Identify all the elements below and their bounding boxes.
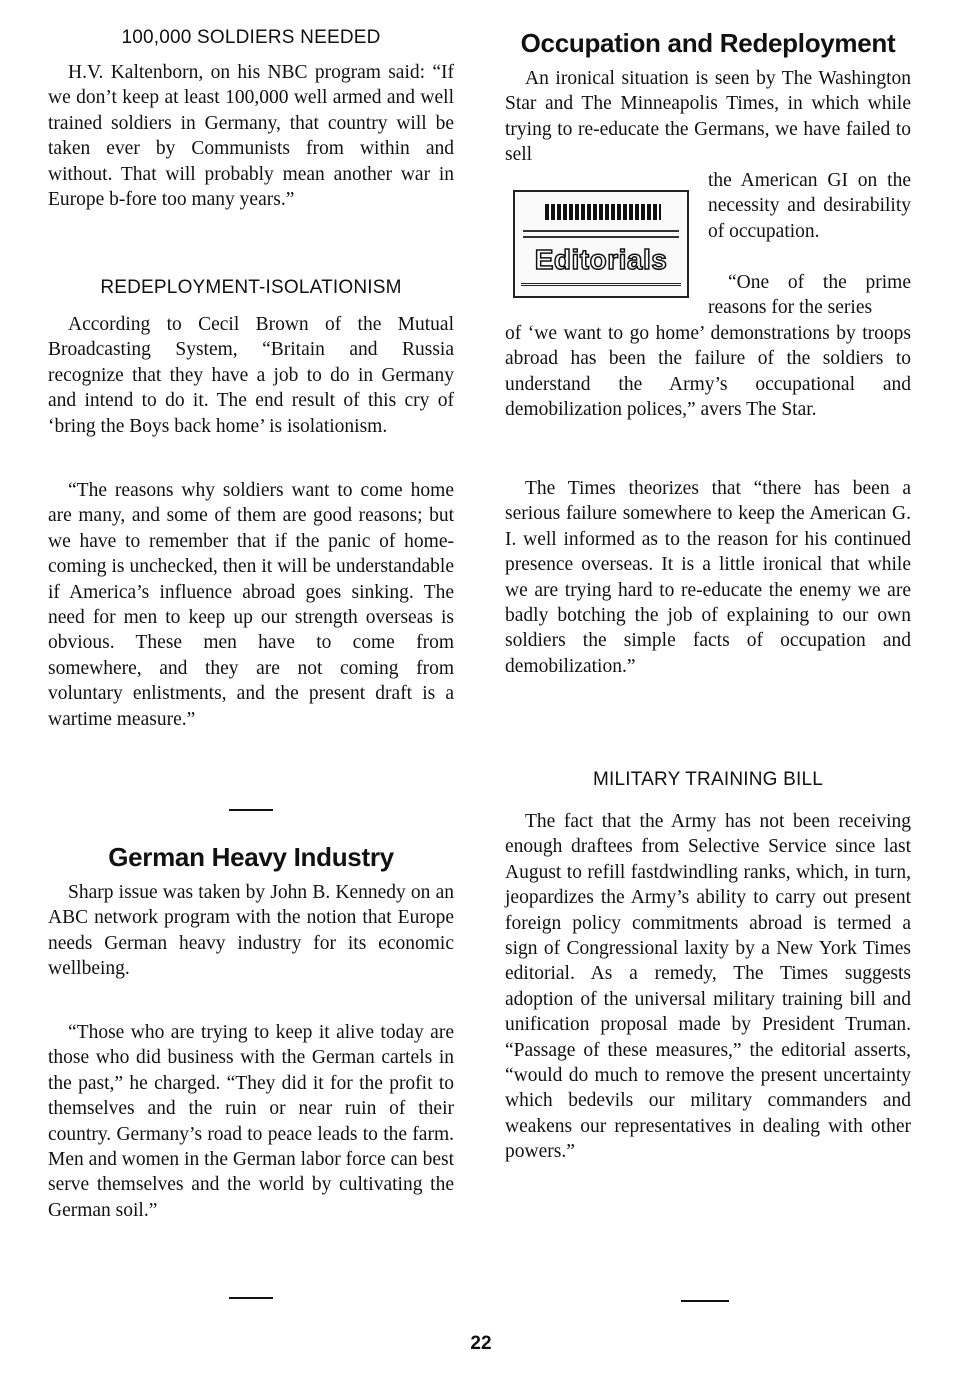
logo-rule (523, 230, 679, 232)
section-divider (229, 809, 273, 811)
soldiers-needed-kicker: 100,000 SOLDIERS NEEDED (121, 27, 381, 48)
german-industry-paragraph-2: “Those who are trying to keep it alive today are those who did business with the German cartels in the past,” he charged. “They did it for the profit to themselves and the ruin or near ruin of their country. Germany’s road to peace leads to the farm. Men and women in the German labor force can best serve themselves and the world by cultivating the German soil.” (48, 1022, 454, 1221)
training-bill-kicker: MILITARY TRAINING BILL (592, 769, 823, 790)
logo-banner (545, 204, 661, 220)
redeployment-paragraph-1: According to Cecil Brown of the Mutual Broadcasting System, “Britain and Russia recognize that they have a job to do in Germany and intend to do it. The end result of this cry of ‘bring the Boys back home’ is isolationism. (48, 314, 454, 437)
redeployment-paragraph-2: “The reasons why soldiers want to come home are many, and some of them are good reasons; but we have to remember that if the panic of home-coming is unchecked, then it will be understandable if America’s influence abroad goes sinking. The need for men to keep up our strength overseas is obvious. These men have to come from somewhere, and they are not coming from voluntary enlistments, and the present draft is a wartime measure.” (48, 480, 454, 730)
editorials-logo (513, 190, 689, 298)
occupation-paragraph-2a: “One of the prime reasons for the series (708, 272, 911, 319)
occupation-headline: Occupation and Redeployment (520, 28, 896, 58)
logo-wave (521, 273, 681, 286)
german-industry-paragraph-1: Sharp issue was taken by John B. Kennedy on an ABC network program with the notion that Europe needs German heavy industry for its economic wellbeing. (48, 882, 454, 980)
editorials-logo-word: Editorials (534, 244, 668, 275)
soldiers-needed-paragraph: H.V. Kaltenborn, on his NBC program said: “If we don’t keep at least 100,000 well armed and well trained soldiers in Germany, that country will be taken ever by Communists from within and without. That will probably mean another war in Europe b-fore too many years.” (48, 62, 454, 211)
section-divider (681, 1300, 729, 1302)
redeployment-kicker: REDEPLOYMENT-ISOLATIONISM (100, 277, 402, 298)
section-divider (229, 1297, 273, 1299)
occupation-paragraph-3: The Times theorizes that “there has been a serious failure somewhere to keep the American G. I. well informed as to the reason for his continued presence overseas. It is a little ironical that while we are trying hard to re-educate the enemy we are badly botching the job of explaining to our own soldiers the simple facts of occupation and demobilization.” (505, 478, 911, 677)
occupation-paragraph-2b: of ‘we want to go home’ demonstrations by troops abroad has been the failure of the soldiers to understand the Army’s occupational and demobilization polices,” avers The Star. (505, 323, 911, 421)
german-industry-headline: German Heavy Industry (108, 842, 394, 872)
occupation-paragraph-1a: An ironical situation is seen by The Washington Star and The Minneapolis Times, in which while trying to re-educate the Germans, we have failed to sell (505, 68, 911, 166)
logo-rule (523, 236, 679, 238)
page-number: 22 (470, 1333, 492, 1354)
occupation-paragraph-1b: the American GI on the necessity and desirability of occupation. (708, 170, 911, 242)
training-bill-paragraph: The fact that the Army has not been receiving enough draftees from Selective Service since last August to refill fastdwindling ranks, which, in turn, jeopardizes the Army’s ability to carry out present foreign policy commitments abroad is termed a sign of Congressional laxity by a New York Times editorial. As a remedy, The Times suggests adoption of the universal military training bill and unification proposal made by President Truman. “Passage of these measures,” the editorial asserts, “would do much to remove the present uncertainty which bedevils our military commanders and weakens our representatives in dealing with other powers.” (505, 811, 911, 1163)
